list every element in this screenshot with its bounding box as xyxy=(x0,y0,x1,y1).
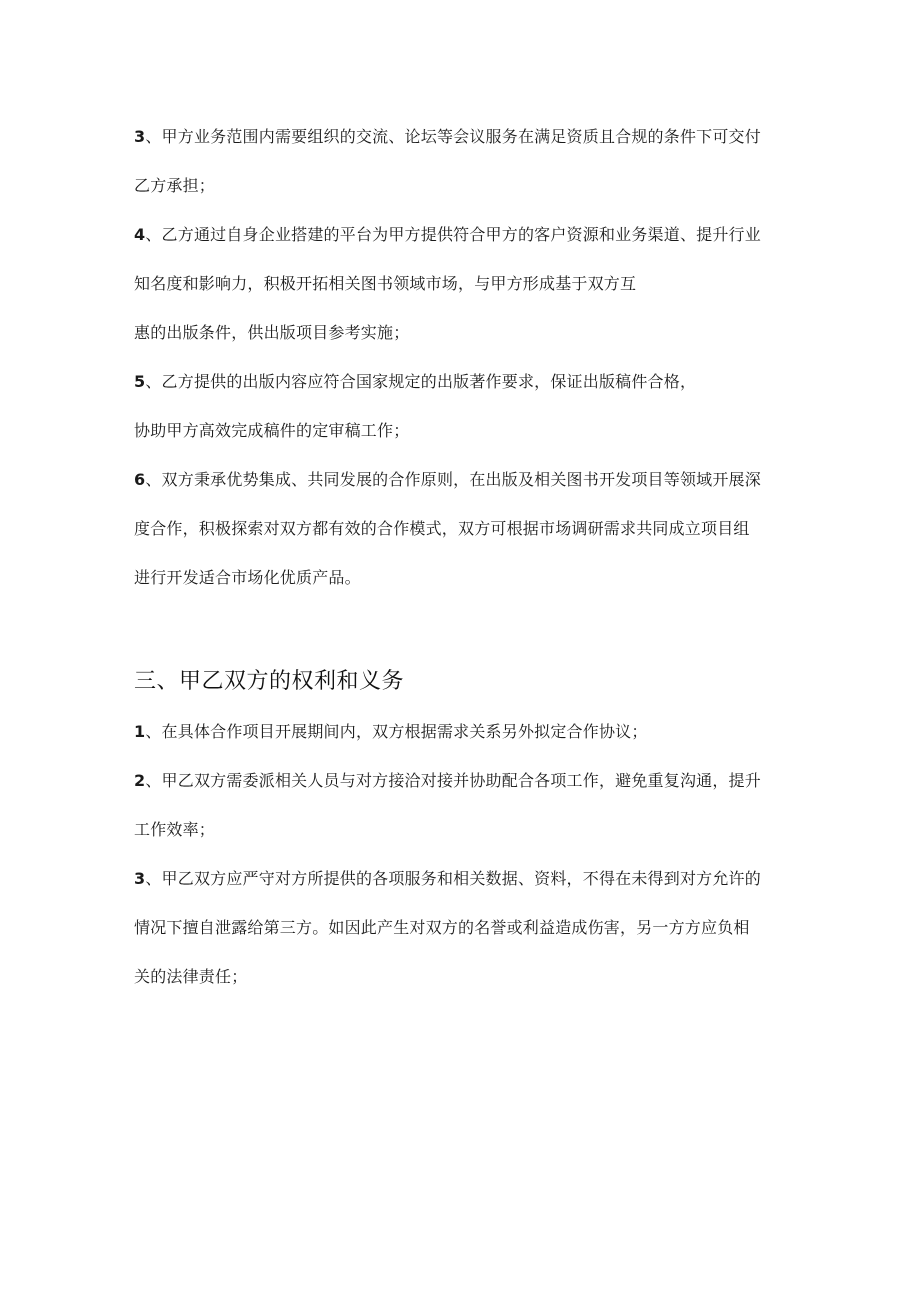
item-number: 6 xyxy=(134,470,146,489)
item-6-line-2 xyxy=(134,518,750,540)
item-text: 关的法律责任； xyxy=(134,967,248,986)
item-text: 协助甲方高效完成稿件的定审稿工作； xyxy=(134,421,410,440)
item-text: 、甲乙双方应严守对方所提供的各项服务和相关数据、资料，不得在未得到对方允许的 xyxy=(145,869,761,888)
item-text: 进行开发适合市场化优质产品。 xyxy=(134,568,361,587)
s3-item-1-line-1 xyxy=(134,721,648,743)
s3-item-3-line-3 xyxy=(134,966,247,988)
s3-item-2-line-1 xyxy=(134,770,761,792)
item-text: 乙方承担； xyxy=(134,176,216,195)
item-4-line-1 xyxy=(134,224,761,246)
item-text: 、乙方提供的出版内容应符合国家规定的出版著作要求，保证出版稿件合格， xyxy=(145,372,697,391)
item-3-line-2 xyxy=(134,175,215,197)
item-4-line-3 xyxy=(134,322,409,344)
item-text: 度合作，积极探索对双方都有效的合作模式，双方可根据市场调研需求共同成立项目组 xyxy=(134,519,750,538)
s3-item-3-line-1 xyxy=(134,868,761,890)
s3-item-3-line-2 xyxy=(134,917,750,939)
item-number: 2 xyxy=(134,771,146,790)
item-text: 、乙方通过自身企业搭建的平台为甲方提供符合甲方的客户资源和业务渠道、提升行业 xyxy=(145,225,761,244)
item-5-line-2 xyxy=(134,420,409,442)
item-6-line-3 xyxy=(134,567,361,589)
item-text: 、双方秉承优势集成、共同发展的合作原则，在出版及相关图书开发项目等领域开展深 xyxy=(145,470,761,489)
item-text: 工作效率； xyxy=(134,820,216,839)
item-text: 惠的出版条件，供出版项目参考实施； xyxy=(134,323,410,342)
item-number: 4 xyxy=(134,225,146,244)
item-text: 知名度和影响力，积极开拓相关图书领域市场，与甲方形成基于双方互 xyxy=(134,274,637,293)
item-3-line-1 xyxy=(134,126,761,148)
item-text: 、甲乙双方需委派相关人员与对方接洽对接并协助配合各项工作，避免重复沟通，提升 xyxy=(145,771,761,790)
section-heading: 三、甲乙双方的权利和义务 xyxy=(134,669,405,694)
item-4-line-2 xyxy=(134,273,636,295)
item-text: 、甲方业务范围内需要组织的交流、论坛等会议服务在满足资质且合规的条件下可交付 xyxy=(145,127,761,146)
item-5-line-1 xyxy=(134,371,696,393)
item-number: 1 xyxy=(134,722,146,741)
item-text: 情况下擅自泄露给第三方。如因此产生对双方的名誉或利益造成伤害，另一方方应负相 xyxy=(134,918,750,937)
item-number: 5 xyxy=(134,372,146,391)
item-6-line-1 xyxy=(134,469,761,491)
item-number: 3 xyxy=(134,869,146,888)
item-text: 、在具体合作项目开展期间内，双方根据需求关系另外拟定合作协议； xyxy=(145,722,648,741)
item-number: 3 xyxy=(134,127,146,146)
s3-item-2-line-2 xyxy=(134,819,215,841)
